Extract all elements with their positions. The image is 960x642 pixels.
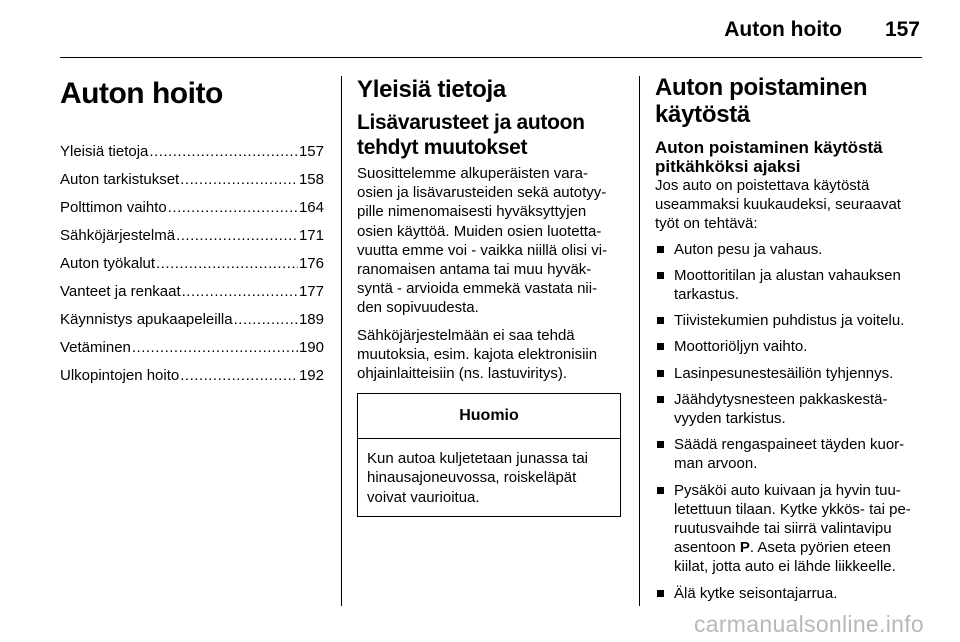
section-title: Yleisiä tietoja [357,76,506,103]
toc-leader [149,142,298,161]
toc-entry-page: 157 [298,143,324,160]
toc-entry-label: Vanteet ja renkaat [60,283,181,300]
bullet-square-icon [657,487,664,494]
bullet-square-icon [657,246,664,253]
toc-entry[interactable] [60,338,324,357]
toc-entry-page: 176 [298,255,324,272]
toc-entry[interactable] [60,282,324,301]
list-item-text: Moottoriöljyn vaihto. [674,338,808,356]
list-item [655,584,923,603]
toc-entry-page: 189 [298,311,324,328]
toc-entry[interactable] [60,366,324,385]
list-item-text-start: Pysäköi auto kuivaan ja hyvin tuu-letettuun tilaan. Kytke ykkös- tai pe-ruutusvaihde tai siirrä valintavipu asentoon [674,481,911,557]
header-divider [60,57,922,58]
chapter-title: Auton hoito [60,77,223,110]
list-item-text: Tiivistekumien puhdistus ja voitelu. [674,312,905,330]
gear-position-p: P [739,539,750,557]
notice-text: Kun autoa kuljetetaan junassa tai hinausajoneuvossa, roiskeläpät voivat vaurioitua. [367,450,588,506]
toc-leader [168,198,298,217]
toc-column [60,74,324,394]
toc-entry-label: Auton työkalut [60,255,156,272]
list-item-text: Moottoritilan ja alustan vahauksen tarkastus. [674,266,901,304]
toc-leader [180,366,298,385]
list-item [655,266,923,304]
toc-leader [176,226,298,245]
list-item [655,364,923,383]
list-item-text: Jäähdytysnesteen pakkaskestä-vyyden tarkistus. [674,390,888,428]
bullet-square-icon [657,396,664,403]
list-item [655,240,923,259]
table-of-contents [60,142,324,385]
toc-entry-page: 192 [298,367,324,384]
bullet-square-icon [657,370,664,377]
list-item-text: Auton pesu ja vahaus. [674,240,823,258]
toc-leader [234,310,298,329]
toc-entry-label: Ulkopintojen hoito [60,367,180,384]
maintenance-list [655,240,923,603]
toc-entry[interactable] [60,170,324,189]
bullet-square-icon [657,590,664,597]
toc-leader [182,282,298,301]
toc-entry-label: Vetäminen [60,339,131,356]
toc-entry[interactable] [60,142,324,161]
bullet-square-icon [657,441,664,448]
intro-paragraph: Jos auto on poistettava käytöstä useammaksi kuukaudeksi, seuraavat työt on tehtävä: [655,177,901,233]
toc-entry[interactable] [60,310,324,329]
column-divider-2 [639,76,640,606]
toc-entry-page: 190 [298,339,324,356]
bullet-square-icon [657,272,664,279]
toc-entry[interactable] [60,254,324,273]
toc-entry-page: 177 [298,283,324,300]
list-item-text: Älä kytke seisontajarrua. [674,584,838,602]
section-title: Auton poistaminen käytöstä [655,74,868,128]
toc-entry[interactable] [60,226,324,245]
notice-box [357,393,621,517]
header-page-number: 157 [884,18,920,41]
list-item [655,481,923,577]
general-info-column [357,74,620,517]
page-header [0,0,960,56]
list-item [655,435,923,473]
list-item [655,337,923,356]
subsection-title: Auton poistaminen käytöstä pitkähköksi ajaksi [655,138,883,176]
toc-leader [156,254,298,273]
toc-leader [180,170,298,189]
toc-leader [132,338,298,357]
column-divider-1 [341,76,342,606]
toc-entry-page: 164 [298,199,324,216]
body-paragraph: Sähköjärjestelmään ei saa tehdä muutoksia, esim. kajota elektronisiin ohjainlaitteisiin (ns. lastuviritys). [357,326,598,383]
toc-entry-label: Käynnistys apukaapeleilla [60,311,233,328]
toc-entry-page: 158 [298,171,324,188]
list-item [655,311,923,330]
notice-heading: Huomio [358,394,620,439]
header-title: Auton hoito [724,18,842,41]
toc-entry-label: Sähköjärjestelmä [60,227,176,244]
bullet-square-icon [657,343,664,350]
storage-column [655,74,923,610]
list-item [655,390,923,428]
bullet-square-icon [657,317,664,324]
toc-entry-label: Yleisiä tietoja [60,143,149,160]
toc-entry-label: Auton tarkistukset [60,171,180,188]
body-paragraph: Suosittelemme alkuperäisten vara-osien ja lisävarusteiden sekä autotyy-pille nimenomaisesti hyväksyttyjen osien käyttöä. Muiden osien luotetta-vuutta emme voi - vaikka niillä olisi vi-ranomaisen antama tai muu hyväk-syntä - arvioida emmekä vastata nii-den sopivuudesta. [357,165,608,317]
toc-entry-page: 171 [298,227,324,244]
list-item-text-end: . Aseta pyörien eteen kiilat, jotta auto ei lähde liikkeelle. [674,539,896,576]
toc-entry[interactable] [60,198,324,217]
watermark: carmanualsonline.info [693,611,924,637]
list-item-text: Säädä rengaspaineet täyden kuor-man arvoon. [674,436,905,473]
list-item-text: Lasinpesunestesäiliön tyhjennys. [674,364,894,382]
toc-entry-label: Polttimon vaihto [60,199,167,216]
subsection-title: Lisävarusteet ja autoon tehdyt muutokset [357,111,585,159]
